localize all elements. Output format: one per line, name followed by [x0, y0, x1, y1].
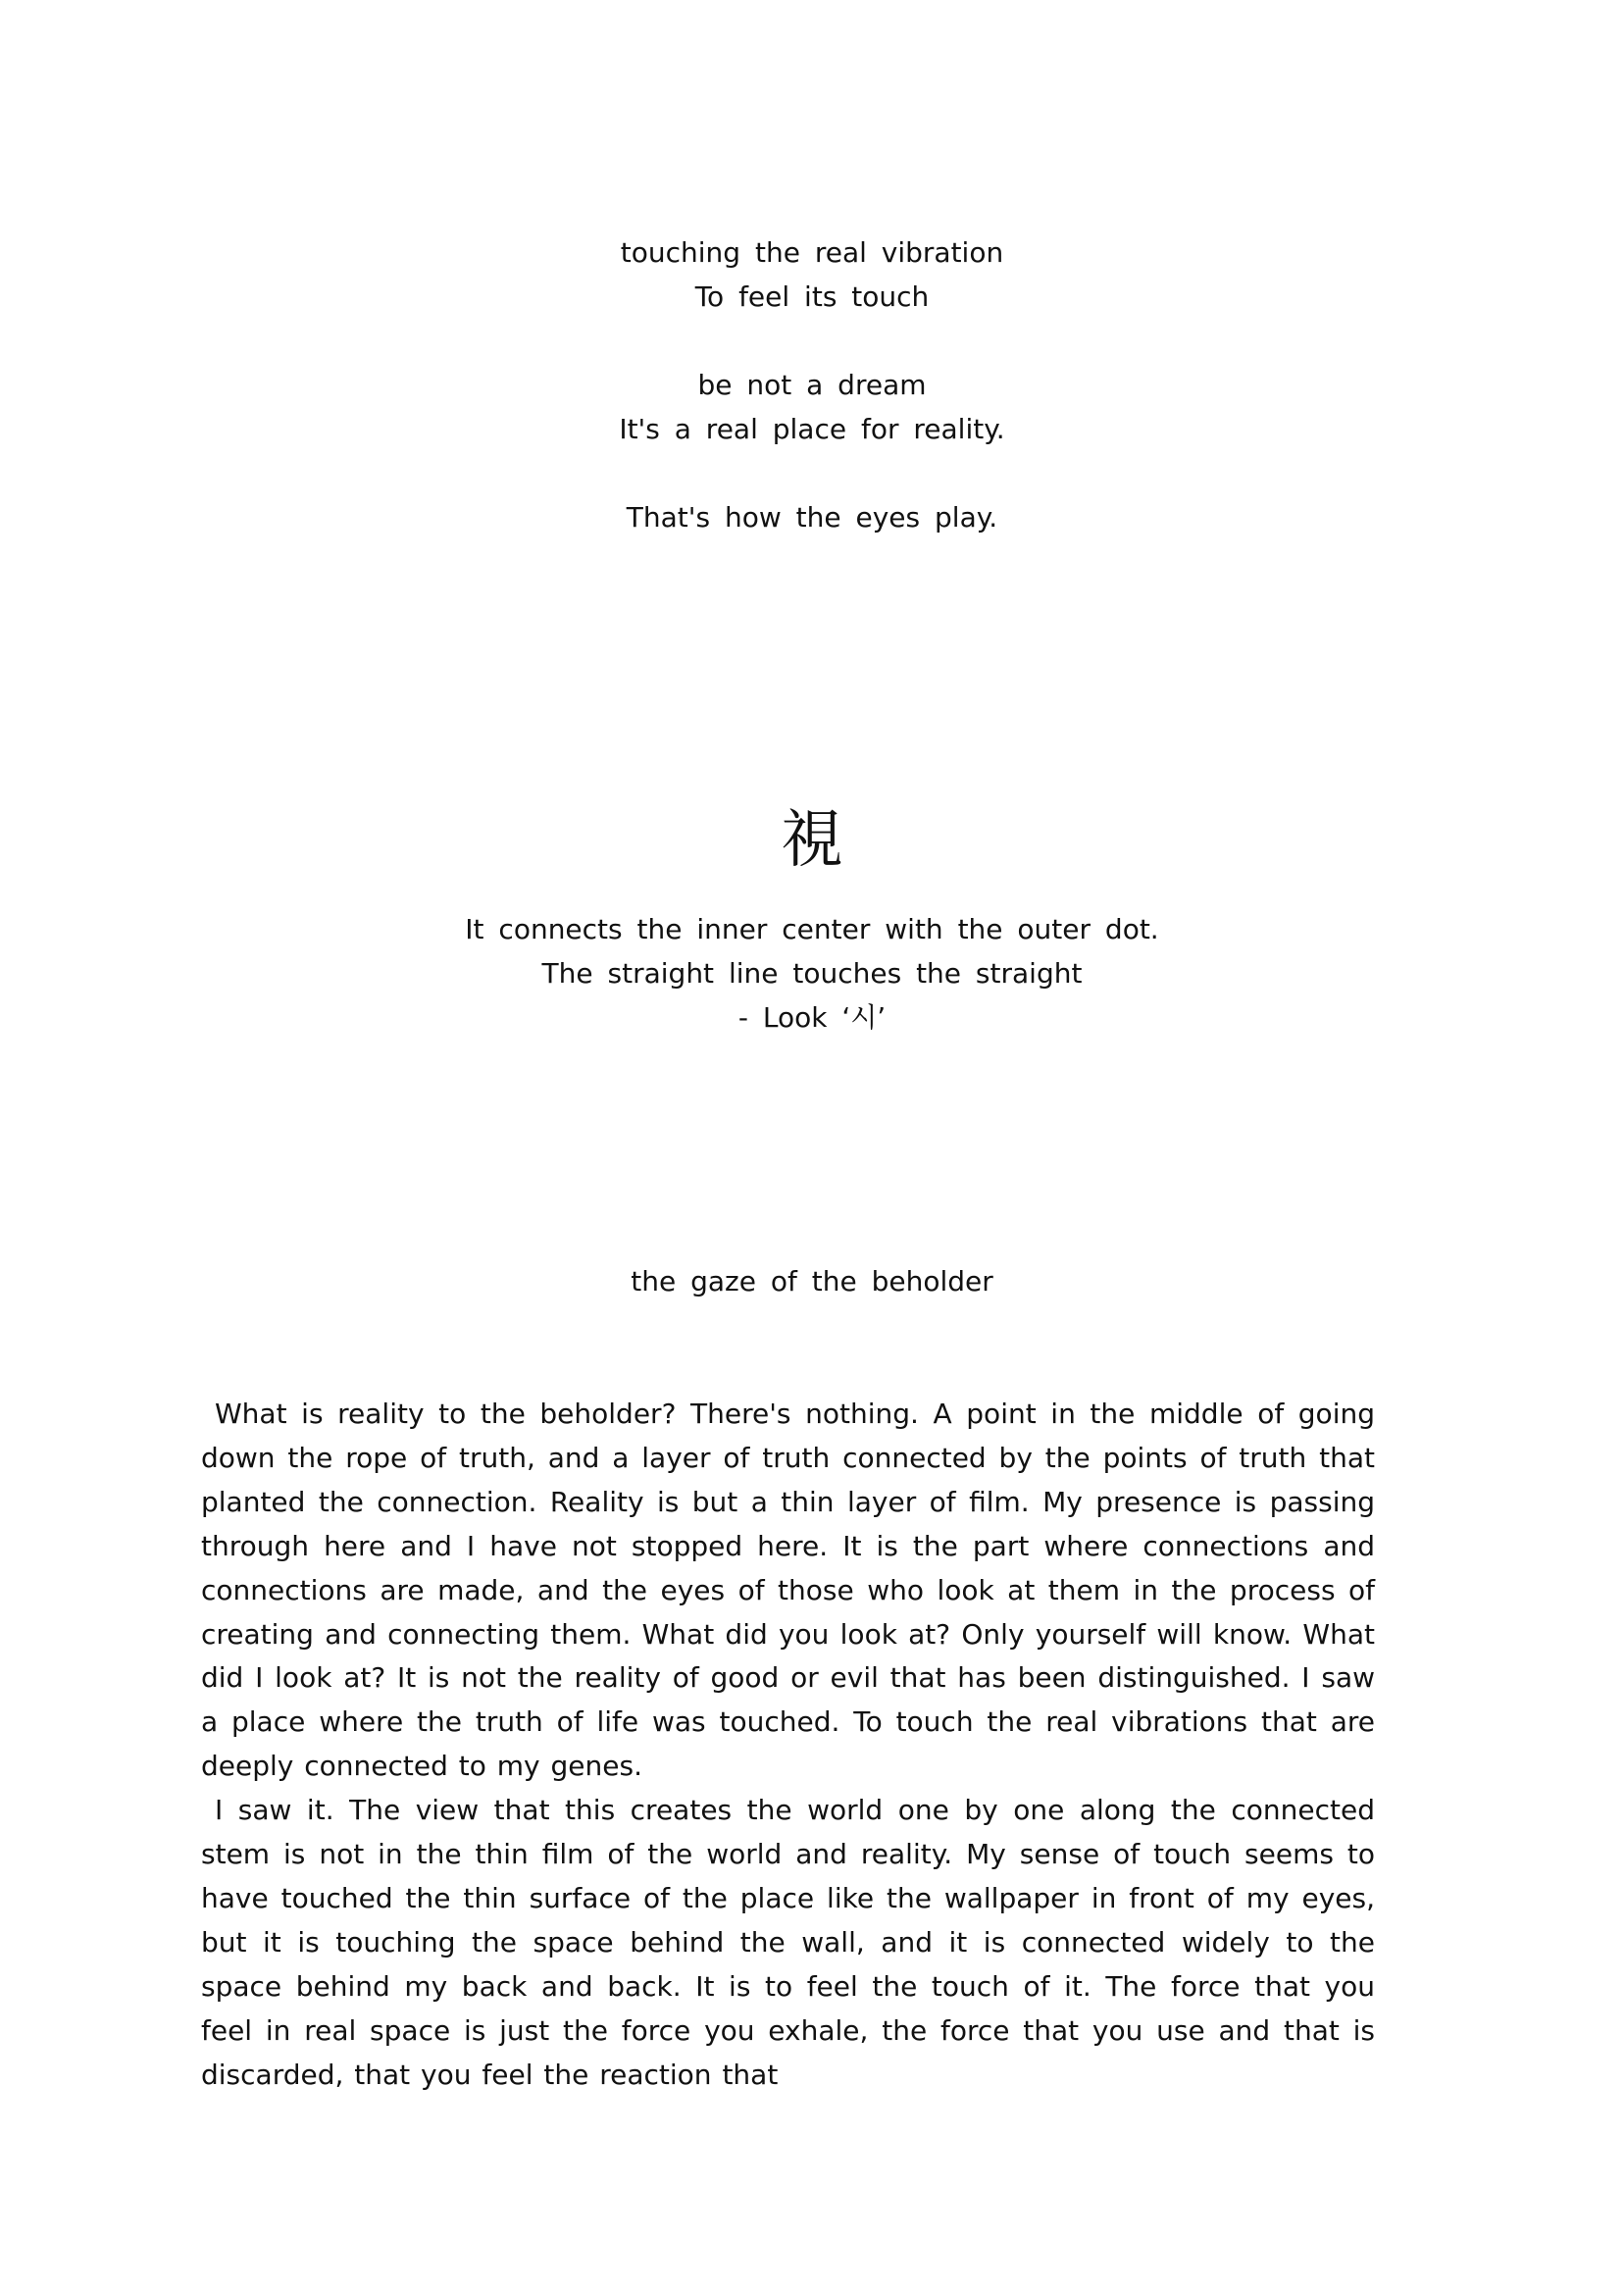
poem-line: be not a dream	[697, 369, 927, 401]
poem-line: It's a real place for reality.	[619, 413, 1005, 445]
poem-line: That's how the eyes play.	[626, 501, 998, 534]
poem-line: To feel its touch	[694, 280, 930, 313]
character-caption-line: The straight line touches the straight	[541, 957, 1083, 990]
essay-paragraph: What is reality to the beholder? There's nothing. A point in the middle of going down the rope of truth, and a layer of truth connected by the points of truth that planted the connection. Reality is but a thin layer of film. My presence is passing through here and I have not stopped here. It is the part where connections and connections are made, and the eyes of those who look at them in the process of creating and connecting them. What did you look at? Only yourself will know. What did I look at? It is not the reality of good or evil that has been distinguished. I saw a place where the truth of life was touched. To touch the real vibrations that are deeply connected to my genes.	[201, 1398, 1375, 1783]
character-caption-line: - Look ‘시’	[737, 1001, 887, 1034]
essay-title: the gaze of the beholder	[631, 1265, 993, 1297]
character-caption-line: It connects the inner center with the outer dot.	[465, 913, 1159, 945]
essay-body	[201, 1393, 1375, 2098]
hanja-character: 視	[781, 804, 843, 877]
poem-line: touching the real vibration	[620, 236, 1004, 269]
essay-paragraph: I saw it. The view that this creates the world one by one along the connected stem is not in the thin film of the world and reality. My sense of touch seems to have touched the thin surface of the place like the wallpaper in front of my eyes, but it is touching the space behind the wall, and it is connected widely to the space behind my back and back. It is to feel the touch of it. The force that you feel in real space is just the force you exhale, the force that you use and that is discarded, that you feel the reaction that	[201, 1794, 1375, 2091]
